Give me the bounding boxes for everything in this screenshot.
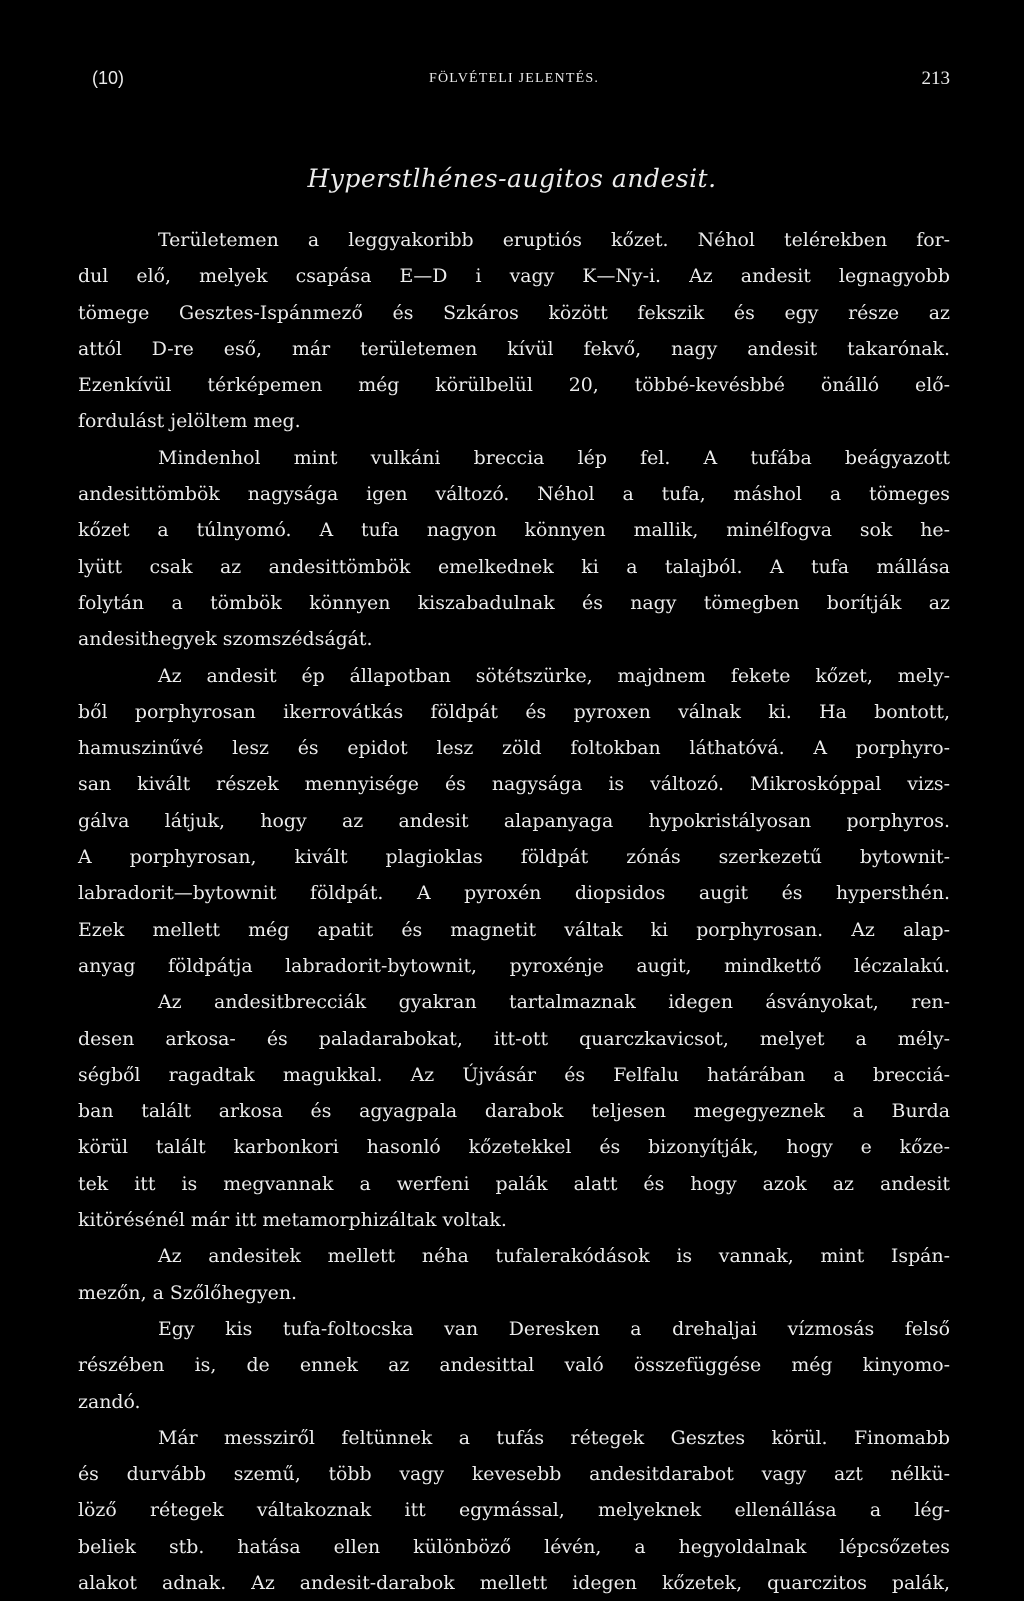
text-line: san kivált részek mennyisége és nagysága is változó. Mikroskóppal vizs-: [78, 773, 950, 796]
section-title: Hyperstlhénes-augitos andesit.: [307, 164, 717, 193]
page-number: 213: [921, 68, 950, 89]
text-line: Területemen a leggyakoribb eruptiós kőzet. Néhol telérekben for-: [158, 229, 950, 251]
text-line: fordulást jelöltem meg.: [78, 410, 301, 433]
text-line: Már messziről feltünnek a tufás rétegek Gesztes körül. Finomabb: [158, 1426, 950, 1449]
text-line: attól D-re eső, már területemen kívül fekvő, nagy andesit takarónak.: [78, 337, 950, 360]
text-line: beliek stb. hatása ellen különböző lévén, a hegyoldalnak lépcsőzetes: [78, 1535, 950, 1558]
text-line: löző rétegek váltakoznak itt egymással, melyeknek ellenállása a lég-: [78, 1499, 950, 1522]
text-line: A porphyrosan, kivált plagioklas földpát zónás szerkezetű bytownit-: [78, 846, 950, 869]
text-line: Ezenkívül térképemen még körülbelül 20, többé-kevésbbé önálló elő-: [78, 374, 950, 397]
text-line: dul elő, melyek csapása E—D i vagy K—Ny-i. Az andesit legnagyobb: [78, 265, 950, 288]
text-line: Az andesitek mellett néha tufalerakódások is vannak, mint Ispán-: [158, 1245, 950, 1268]
text-line: mezőn, a Szőlőhegyen.: [78, 1281, 298, 1304]
text-line: lyütt csak az andesittömbök emelkednek ki a talajból. A tufa mállása: [78, 555, 950, 578]
text-line: Az andesitbrecciák gyakran tartalmaznak idegen ásványokat, ren-: [158, 991, 950, 1014]
text-line: andesithegyek szomszédságát.: [78, 628, 373, 651]
text-line: gálva látjuk, hogy az andesit alapanyaga hypokristályosan porphyros.: [78, 809, 950, 832]
text-line: részében is, de ennek az andesittal való összefüggése még kinyomo-: [78, 1354, 950, 1377]
text-line: folytán a tömbök könnyen kiszabadulnak és nagy tömegben borítják az: [78, 591, 950, 614]
text-line: labradorit—bytownit földpát. A pyroxén diopsidos augit és hypersthén.: [78, 882, 950, 905]
section-number: (10): [92, 68, 125, 88]
running-title: FÖLVÉTELI JELENTÉS.: [428, 71, 600, 86]
text-line: ből porphyrosan ikerrovátkás földpát és pyroxen válnak ki. Ha bontott,: [78, 700, 950, 723]
text-line: Ezek mellett még apatit és magnetit váltak ki porphyrosan. Az alap-: [78, 918, 950, 941]
text-line: ségből ragadtak magukkal. Az Újvásár és Felfalu határában a brecciá-: [78, 1063, 950, 1086]
text-line: Mindenhol mint vulkáni breccia lép fel. A tufába beágyazott: [158, 446, 950, 469]
text-line: Egy kis tufa-foltocska van Deresken a drehaljai vízmosás felső: [158, 1317, 950, 1340]
text-line: kitörésénél már itt metamorphizáltak voltak.: [78, 1209, 507, 1232]
body-text: [78, 222, 950, 1601]
text-line: desen arkosa- és paladarabokat, itt-ott quarczkavicsot, melyet a mély-: [78, 1027, 950, 1050]
text-line: tek itt is megvannak a werfeni palák alatt és hogy azok az andesit: [78, 1172, 950, 1195]
text-line: ban talált arkosa és agyagpala darabok teljesen megegyeznek a Burda: [78, 1100, 950, 1123]
text-line: hamuszinűvé lesz és epidot lesz zöld foltokban láthatóvá. A porphyro-: [78, 737, 950, 760]
text-line: Az andesit ép állapotban sötétszürke, majdnem fekete kőzet, mely-: [158, 664, 950, 687]
running-header: [78, 68, 950, 98]
text-line: andesittömbök nagysága igen változó. Néhol a tufa, máshol a tömeges: [78, 483, 950, 506]
text-line: kőzet a túlnyomó. A tufa nagyon könnyen mallik, minélfogva sok he-: [78, 519, 950, 542]
text-line: tömege Gesztes-Ispánmező és Szkáros között fekszik és egy része az: [78, 301, 950, 324]
text-line: zandó.: [78, 1390, 141, 1413]
text-line: és durvább szemű, több vagy kevesebb andesitdarabot vagy azt nélkü-: [78, 1463, 950, 1486]
text-line: alakot adnak. Az andesit-darabok mellett idegen kőzetek, quarczitos palák,: [78, 1571, 950, 1594]
text-line: körül talált karbonkori hasonló kőzetekkel és bizonyítják, hogy e kőze-: [78, 1136, 950, 1159]
text-line: anyag földpátja labradorit-bytownit, pyroxénje augit, mindkettő léczalakú.: [78, 954, 950, 977]
